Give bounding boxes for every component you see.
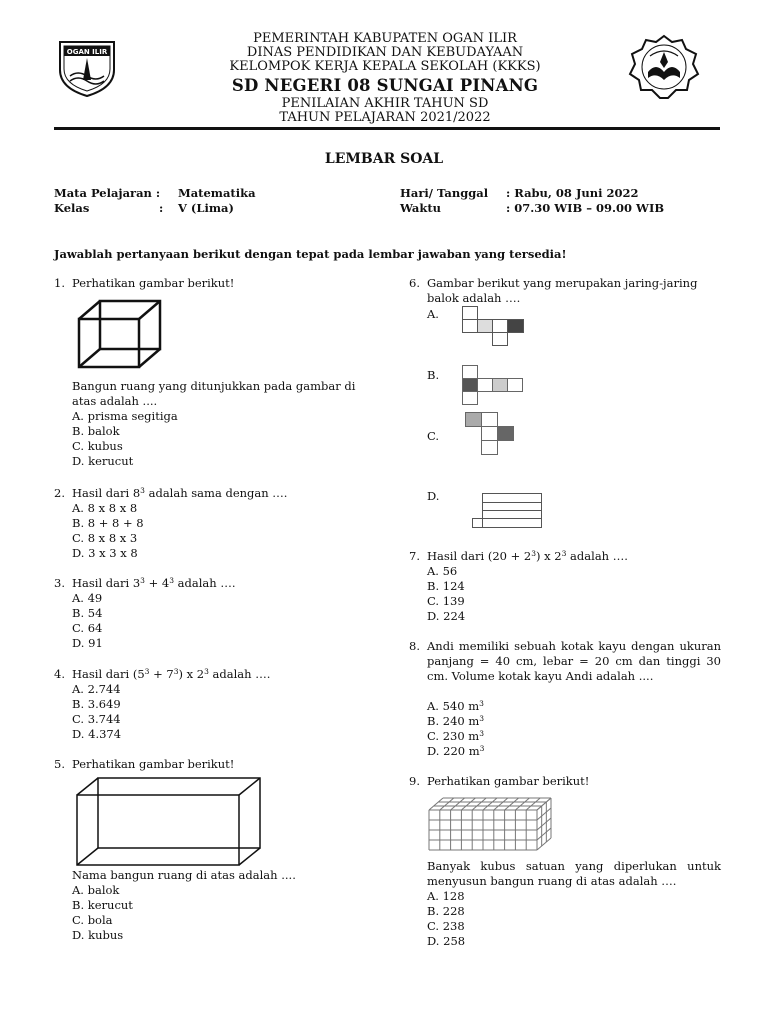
logo-lettering: OGAN ILIR [66,48,108,56]
question-text: Hasil dari $3^3 + 4^3$ adalah …. [72,576,236,590]
cuboid-figure [74,775,264,869]
grid-line [483,798,497,810]
question-5-stem: Nama bangun ruang di atas adalah .... [72,868,296,882]
question-text: Hasil dari $(5^3 + 7^3)$ x $2^3$ adalah …. [72,667,271,681]
question-text: Hasil dari $(20 + 2^3)$ x $2^3$ adalah …. [427,549,628,563]
question-8-options [427,699,484,759]
time-label: Waktu [400,201,442,215]
question-number: 6. [409,276,420,290]
header-line-3: KELOMPOK KERJA KEPALA SEKOLAH (KKKS) [229,59,541,74]
net-label-c: C. [427,429,440,443]
question-text: Perhatikan gambar berikut! [72,276,235,290]
question-text: balok adalah …. [427,291,521,305]
question-1-stem: Bangun ruang yang ditunjukkan pada gambar di [72,379,356,393]
option-c: C. 8 x 8 x 3 [72,531,138,545]
grid-line [515,798,529,810]
option-a: A. 56 [427,564,458,578]
class-label: Kelas [54,201,90,215]
option-a: A. 49 [72,591,103,605]
question-number: 4. [54,667,65,681]
option-b: B. 240 $m^3$ [427,714,485,728]
question-number: 5. [54,757,65,771]
grid-line [451,798,465,810]
option-a: A. 2.744 [72,682,121,696]
option-c: C. 139 [427,594,465,608]
grid-line [537,828,551,840]
net-label-d: D. [427,489,440,503]
question-3-options [72,591,103,651]
tut-wuri-handayani-logo [626,32,702,100]
net-option-b [462,365,526,407]
question-number: 1. [54,276,65,290]
grid-line [472,798,486,810]
grid-line [461,798,475,810]
option-d: D. 220 $m^3$ [427,744,485,758]
grid-line [537,818,551,830]
grid-line [537,838,551,850]
net-option-c [465,412,519,458]
question-1-options [72,379,372,469]
class-value: V (Lima) [178,201,234,215]
question-text: Andi memiliki sebuah kotak kayu dengan ukuran panjang = 40 cm, lebar = 20 cm dan tinggi 30 cm. Volume kotak kayu Andi adalah .... [427,639,721,683]
option-a: A. 128 [427,889,465,903]
option-c: C. 3.744 [72,712,121,726]
question-2-options [72,501,144,561]
question-text: Perhatikan gambar berikut! [427,774,590,788]
option-d: D. kerucut [72,454,134,468]
option-d: D. kubus [72,928,124,942]
question-text: Perhatikan gambar berikut! [72,757,235,771]
option-c: C. 64 [72,621,103,635]
header-line-1: PEMERINTAH KABUPATEN OGAN ILIR [253,31,517,46]
grid-line [429,798,443,810]
question-number: 2. [54,486,65,500]
option-b: B. 228 [427,904,465,918]
option-c: C. 238 [427,919,465,933]
option-d: D. 3 x 3 x 8 [72,546,138,560]
subject-label: Mata Pelajaran : [54,186,161,200]
question-number: 8. [409,639,420,653]
grid-line [526,798,540,810]
option-a: A. 540 $m^3$ [427,699,484,713]
school-name: SD NEGERI 08 SUNGAI PINANG [231,76,539,95]
option-b: B. 124 [427,579,465,593]
option-b: B. kerucut [72,898,133,912]
question-number: 7. [409,549,420,563]
date-value: : Rabu, 08 Juni 2022 [506,186,639,200]
question-text: Hasil dari $8^3$ adalah sama dengan …. [72,486,288,500]
option-c: C. bola [72,913,113,927]
option-b: B. balok [72,424,120,438]
question-text: Gambar berikut yang merupakan jaring-jaring [427,276,698,290]
option-c: C. 230 $m^3$ [427,729,484,743]
school-year: TAHUN PELAJARAN 2021/2022 [279,110,491,125]
option-b: B. 54 [72,606,103,620]
net-label-b: B. [427,368,440,382]
time-value: : 07.30 WIB – 09.00 WIB [506,201,665,215]
option-d: D. 258 [427,934,466,948]
class-colon: : [159,201,164,215]
instruction: Jawablah pertanyaan berikut dengan tepat pada lembar jawaban yang tersedia! [54,247,567,261]
question-5-options [72,868,296,943]
header-divider [54,127,720,130]
date-label: Hari/ Tanggal [400,186,489,200]
option-a: A. prisma segitiga [72,409,178,423]
option-a: A. 8 x 8 x 8 [72,501,138,515]
question-number: 9. [409,774,420,788]
question-9-options [427,859,721,949]
header-line-2: DINAS PENDIDIKAN DAN KEBUDAYAAN [246,45,524,60]
net-label-a: A. [427,307,439,321]
ogan-ilir-logo [56,36,118,98]
option-d: D. 91 [72,636,103,650]
question-7-options [427,564,465,624]
grid-line [537,808,551,820]
grid-line [505,798,519,810]
question-9-stem: Banyak kubus satuan yang diperlukan untuk menyusun bangun ruang di atas adalah …. [427,859,721,888]
option-d: D. 224 [427,609,466,623]
option-b: B. 3.649 [72,697,121,711]
exam-name: PENILAIAN AKHIR TAHUN SD [281,96,489,111]
option-b: B. 8 + 8 + 8 [72,516,144,530]
sheet-title: LEMBAR SOAL [324,151,444,167]
option-a: A. balok [72,883,120,897]
grid-line [494,798,508,810]
question-number: 3. [54,576,65,590]
net-option-a [462,306,526,348]
question-1-stem: atas adalah .... [72,394,158,408]
subject-value: Matematika [178,186,256,200]
question-4-options [72,682,121,742]
grid-line [537,798,551,810]
grid-line [440,798,454,810]
option-c: C. kubus [72,439,123,453]
option-d: D. 4.374 [72,727,122,741]
unit-cube-block-figure [428,797,552,851]
cube-figure [76,298,166,370]
net-option-d [472,493,544,529]
